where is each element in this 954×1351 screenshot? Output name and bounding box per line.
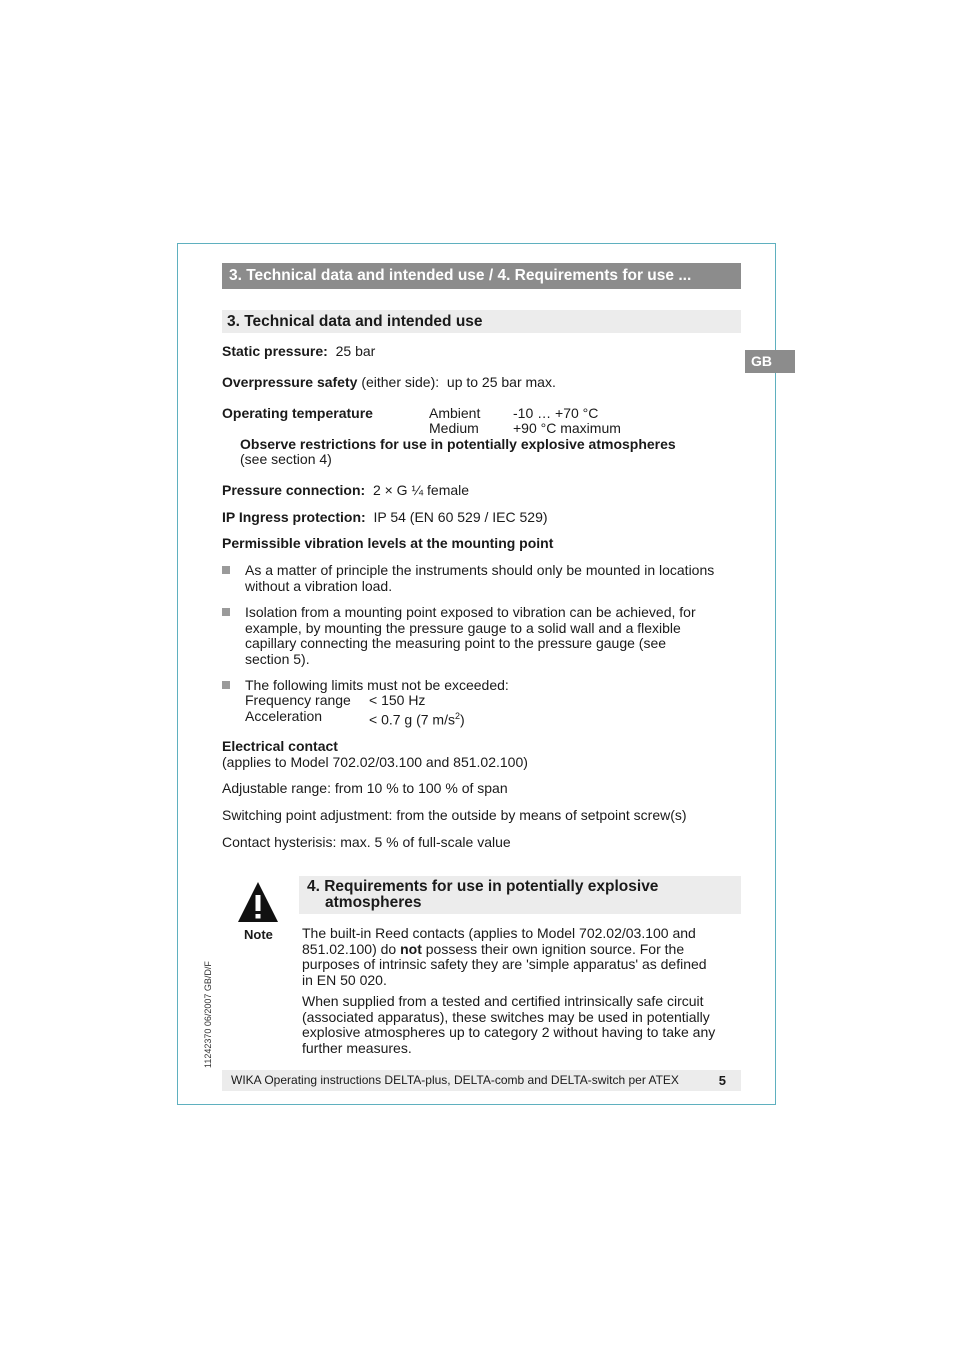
reed-contacts-paragraph: The built-in Reed contacts (applies to Model 702.02/03.100 and 851.02.100) do not possess their own ignition source. For the purposes of intrinsic safety they are 'simple apparatus' as defined in EN 50 020. — [302, 925, 707, 988]
electrical-heading: Electrical contact — [222, 738, 338, 754]
electrical-applies: (applies to Model 702.02/03.100 and 851.02.100) — [222, 754, 528, 770]
pressure-connection-label: Pressure connection: — [222, 482, 366, 498]
bullet-square-icon — [222, 681, 230, 689]
overpressure-safety — [222, 375, 556, 391]
pressure-connection — [222, 483, 469, 499]
switching-point-adjustment: Switching point adjustment: from the outside by means of setpoint screw(s) — [222, 807, 687, 823]
vibration-bullet-2: Isolation from a mounting point exposed to vibration can be achieved, for example, by mounting the pressure gauge to a solid wall and a flexible capillary connecting the measuring point to the pressure gauge (see section 5). — [245, 604, 696, 667]
overpressure-label: Overpressure safety — [222, 374, 358, 390]
limit-frequency-name: Frequency range — [245, 692, 351, 708]
vibration-bullet-1: As a matter of principle the instruments should only be mounted in locations without a vibration load. — [245, 562, 715, 594]
page-number: 5 — [718, 1073, 726, 1088]
temp-medium-value: +90 °C maximum — [513, 420, 621, 436]
temp-ambient-name: Ambient — [429, 405, 481, 421]
contact-hysteresis: Contact hysterisis: max. 5 % of full-scale value — [222, 834, 511, 850]
bullet-square-icon — [222, 566, 230, 574]
header-banner: 3. Technical data and intended use / 4. Requirements for use ... — [222, 263, 741, 289]
limit-acceleration-name: Acceleration — [245, 708, 323, 724]
temp-ambient-value: -10 … +70 °C — [513, 405, 599, 421]
limit-frequency-value: < 150 Hz — [369, 692, 426, 708]
static-pressure — [222, 344, 375, 360]
see-section-4: (see section 4) — [240, 451, 332, 467]
footer-bar — [222, 1070, 741, 1091]
vibration-heading: Permissible vibration levels at the mounting point — [222, 535, 554, 551]
static-pressure-label: Static pressure: — [222, 343, 328, 359]
operating-temperature-label: Operating temperature — [222, 405, 373, 421]
warning-icon — [237, 881, 279, 923]
footer-text: WIKA Operating instructions DELTA-plus, DELTA-comb and DELTA-switch per ATEX — [231, 1073, 679, 1087]
temp-medium-name: Medium — [429, 420, 479, 436]
static-pressure-value: 25 bar — [335, 343, 376, 359]
pressure-connection-value: 2 × G ¼ female — [372, 482, 470, 498]
ip-protection-label: IP Ingress protection: — [222, 509, 366, 525]
ip-protection — [222, 510, 548, 526]
section4-title: 4. Requirements for use in potentially explosive atmospheres — [299, 876, 741, 914]
limit-acceleration-value: < 0.7 g (7 $m/s^2$) — [369, 711, 465, 728]
adjustable-range: Adjustable range: from 10 % to 100 % of span — [222, 780, 508, 796]
bullet-square-icon — [222, 608, 230, 616]
ip-protection-value: IP 54 (EN 60 529 / IEC 529) — [373, 509, 548, 525]
note-label: Note — [244, 927, 273, 942]
overpressure-qualifier: (either side): — [361, 374, 440, 390]
section3-title: 3. Technical data and intended use — [222, 310, 741, 333]
intrinsically-safe-paragraph: When supplied from a tested and certified intrinsically safe circuit (associated apparatus), these switches may be used in potentially explosive atmospheres up to category 2 without having to take any further measures. — [302, 993, 716, 1056]
language-tab-gb: GB — [745, 350, 795, 373]
document-code: 11242370 06/2007 GB/D/F — [203, 961, 213, 1068]
vibration-bullet-3: The following limits must not be exceeded: — [245, 677, 509, 693]
explosive-warning: Observe restrictions for use in potentially explosive atmospheres — [240, 436, 676, 452]
overpressure-value: up to 25 bar max. — [446, 374, 556, 390]
